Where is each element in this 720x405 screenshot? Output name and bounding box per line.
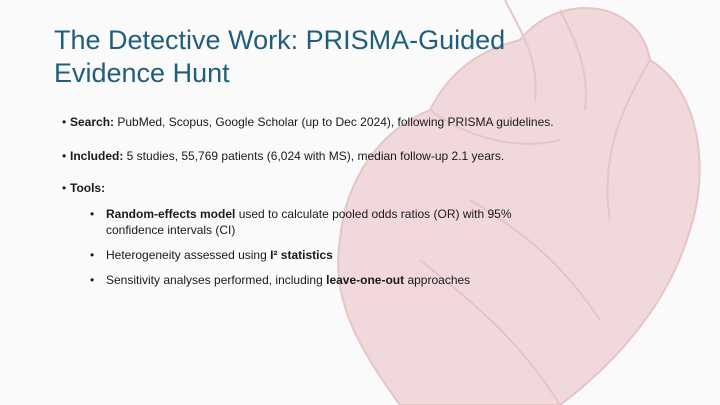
- sub-bullet-bold: I² statistics: [270, 248, 333, 262]
- bullet-text: 5 studies, 55,769 patients (6,024 with MS), median follow-up 2.1 years.: [123, 149, 505, 163]
- bullet-dot: •: [62, 115, 67, 129]
- slide-title: The Detective Work: PRISMA-Guided Evidence Hunt: [54, 25, 506, 88]
- sub-bullet-post: used to calculate pooled odds ratios (OR) with 95% confidence intervals (CI): [106, 207, 512, 237]
- sub-bullet-pre: Sensitivity analyses performed, including: [106, 273, 327, 287]
- sub-bullet-dot: •: [90, 273, 95, 287]
- sub-bullet-bold: Random-effects model: [106, 207, 236, 221]
- sub-bullet-dot: •: [90, 248, 95, 262]
- bullet-tools: [62, 180, 105, 196]
- bullet-included: [62, 148, 504, 164]
- bullet-dot: •: [62, 181, 67, 195]
- sub-bullet-random-effects: [90, 206, 560, 238]
- bullet-label: Search:: [70, 115, 115, 129]
- bullet-dot: •: [62, 149, 67, 163]
- sub-bullet-heterogeneity: [90, 247, 560, 263]
- bullet-label: Tools:: [70, 181, 106, 195]
- bullet-label: Included:: [70, 149, 124, 163]
- bullet-search: [62, 114, 554, 130]
- sub-bullet-dot: •: [90, 207, 95, 221]
- sub-bullet-bold: leave-one-out: [326, 273, 405, 287]
- bullet-text: PubMed, Scopus, Google Scholar (up to Dec 2024), following PRISMA guidelines.: [114, 115, 554, 129]
- sub-bullet-sensitivity: [90, 272, 560, 288]
- sub-bullet-pre: Heterogeneity assessed using: [106, 248, 271, 262]
- sub-bullet-post: approaches: [404, 273, 471, 287]
